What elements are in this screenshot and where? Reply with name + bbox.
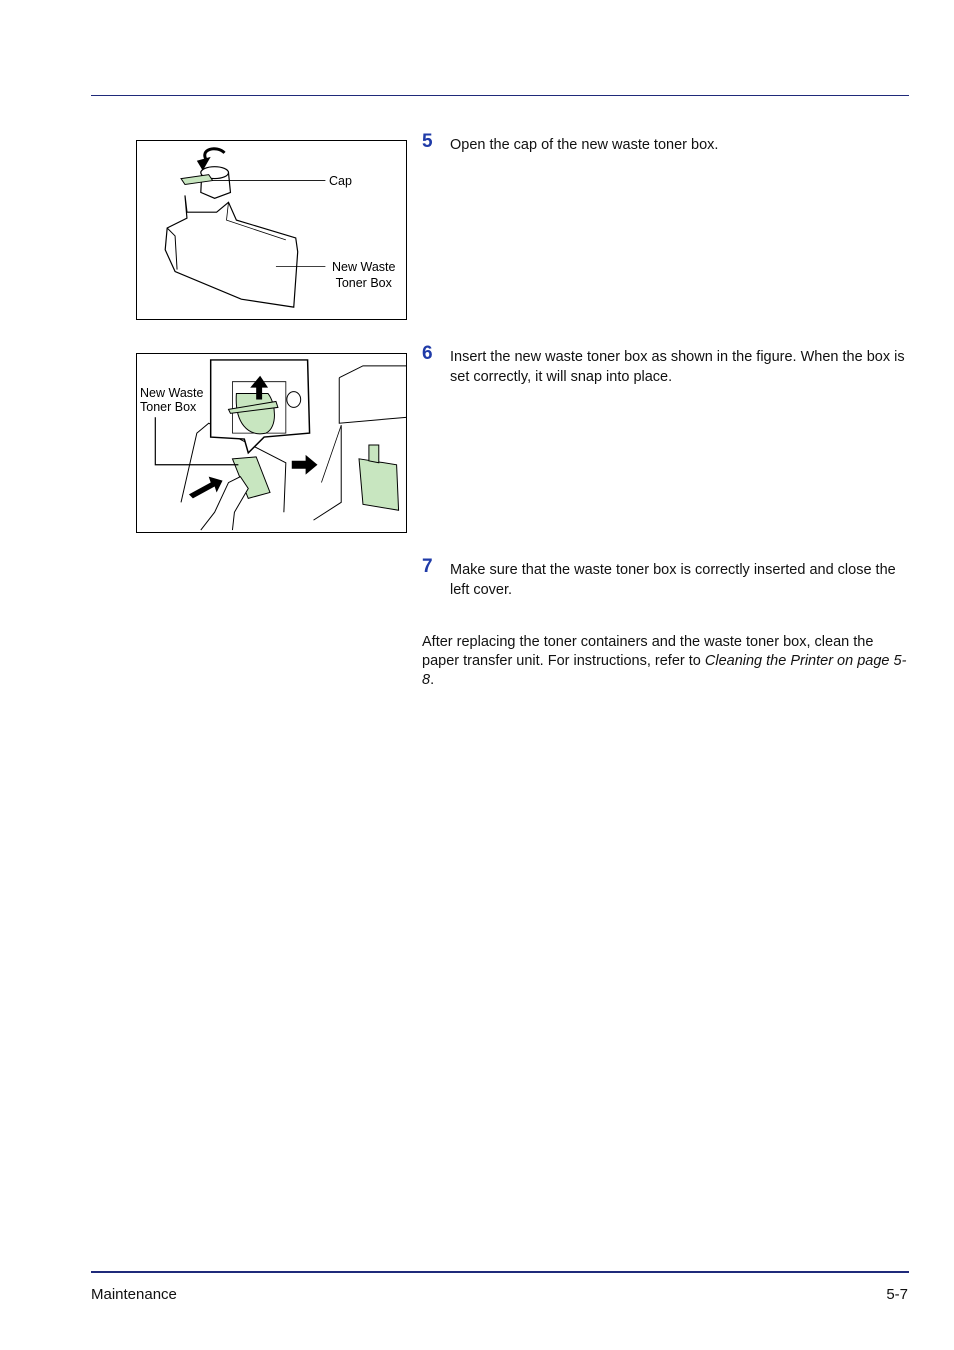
- cleaning-note: [422, 633, 912, 690]
- note-text: After replacing the toner containers and the waste toner box, clean the paper transfer unit. For instructions, refer to: [422, 634, 874, 669]
- new-waste-toner-box-label: [140, 386, 203, 414]
- label-line-1: New Waste: [140, 386, 204, 400]
- footer-section: Maintenance: [91, 1286, 177, 1303]
- step-text: Open the cap of the new waste toner box.: [450, 137, 719, 153]
- label-line-2: Toner Box: [335, 276, 392, 290]
- footer-page-number: 5-7: [886, 1286, 908, 1303]
- new-waste-toner-box-label: [332, 259, 395, 291]
- waste-toner-box-illustration: [137, 141, 406, 319]
- figure-insert-box: [136, 353, 407, 533]
- label-line-1: New Waste: [332, 260, 396, 274]
- insert-waste-toner-box-illustration: [137, 354, 406, 532]
- note-end: .: [430, 672, 435, 688]
- step-text: Insert the new waste toner box as shown in the figure. When the box is set correctly, it will snap into place.: [450, 349, 905, 385]
- cap-label: Cap: [329, 174, 352, 188]
- figure-open-cap: [136, 140, 407, 320]
- step-text: Make sure that the waste toner box is correctly inserted and close the left cover.: [450, 562, 896, 598]
- label-line-2: Toner Box: [140, 400, 197, 414]
- cross-reference-link[interactable]: Cleaning the Printer on page 5-8: [422, 653, 907, 688]
- footer-rule: [91, 1271, 909, 1273]
- step-number: 7: [422, 556, 433, 577]
- header-rule: [91, 95, 909, 96]
- step-number: 5: [422, 131, 433, 152]
- step-number: 6: [422, 343, 433, 364]
